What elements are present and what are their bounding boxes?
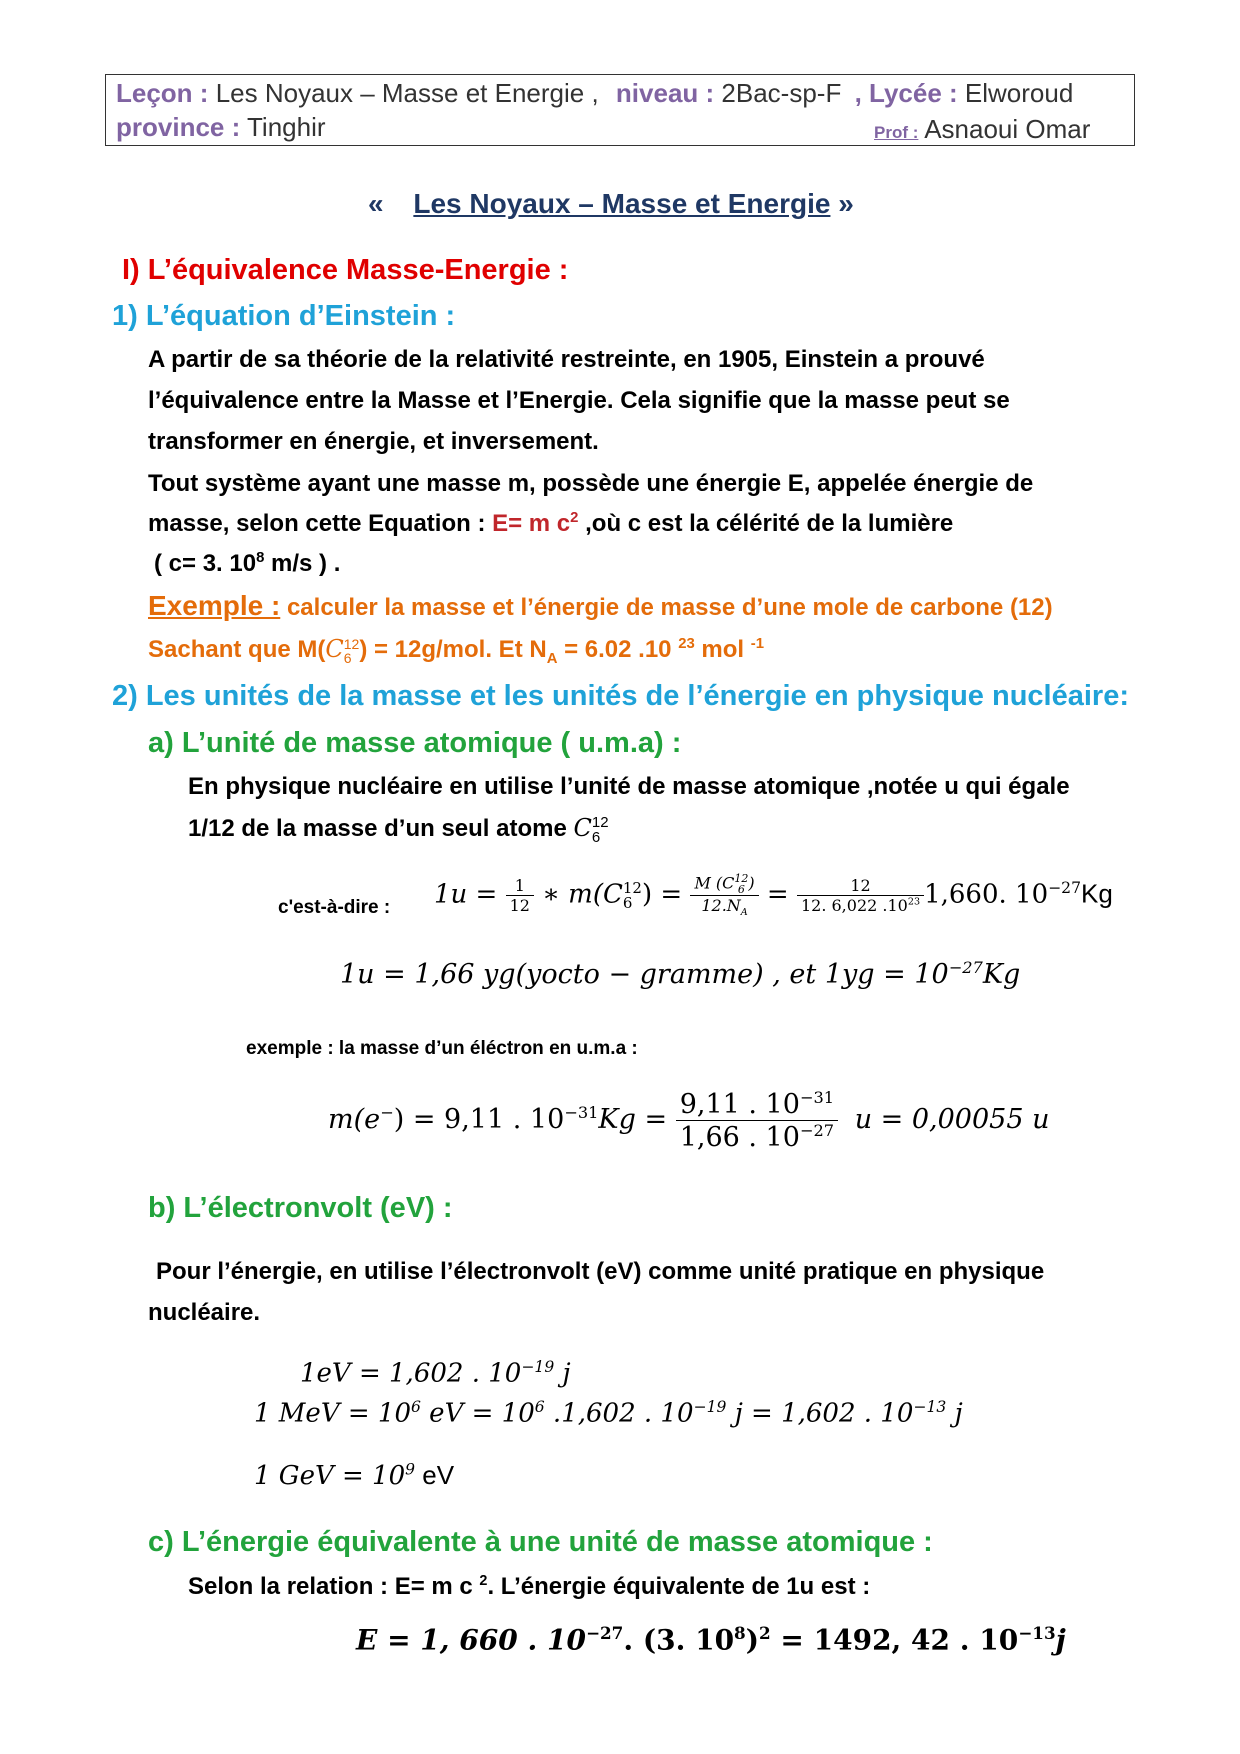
niveau-label: niveau : xyxy=(615,78,715,108)
exemple-label: Exemple : xyxy=(148,590,281,621)
section-1-heading: I) L’équivalence Masse-Energie : xyxy=(122,254,569,286)
title-open-quote: « xyxy=(368,188,384,219)
province-label: province : xyxy=(116,112,241,142)
equation-energy-1u: E = 1, 660 . $10^{-27}$. (3. $10^8)^2 = 1492$, 42 . $10^{-13}j$ xyxy=(356,1623,1066,1657)
title-close-quote: » xyxy=(838,188,854,219)
paragraph-line-c: ( c= 3. $10^8$ m/s ) . xyxy=(154,550,341,577)
lycee-value: Elworoud xyxy=(964,78,1074,108)
subsection-a-heading: a) L’unité de masse atomique ( u.m.a) : xyxy=(148,727,682,759)
header-line-1: Leçon : Les Noyaux – Masse et Energie , niveau : 2Bac-sp-F , Lycée : Elworoud xyxy=(116,78,1074,108)
equation-uma-definition: 1u = $\frac{1}{12}$ ∗ m(C 12 6 ) = M (C 12 6 ) $12.N_A$ = $\frac{12}{12. 6,022 .10^{23}}$ 1,660. $10^{-27}Kg$ xyxy=(434,872,1113,919)
paragraph-line: nucléaire. xyxy=(148,1299,261,1326)
lecon-label: Leçon : xyxy=(116,78,209,108)
paragraph-line-einstein: masse, selon cette Equation : E= m $c^2$ ,où c est la célérité de la lumière xyxy=(148,510,954,537)
subsection-b-heading: b) L’électronvolt (eV) : xyxy=(148,1192,453,1224)
subsection-1-heading: 1) L’équation d’Einstein : xyxy=(112,300,456,332)
paragraph-line: Selon la relation : E= m c $^2$. L’énergie équivalente de 1u est : xyxy=(188,1573,871,1600)
paragraph-line: l’équivalence entre la Masse et l’Energie. Cela signifie que la masse peut se xyxy=(148,387,1010,414)
paragraph-line: A partir de sa théorie de la relativité restreinte, en 1905, Einstein a prouvé xyxy=(148,346,985,373)
title-text: Les Noyaux – Masse et Energie xyxy=(413,188,831,219)
paragraph-line: En physique nucléaire en utilise l’unité de masse atomique ,notée u qui égale xyxy=(188,773,1070,800)
header-prof xyxy=(874,114,1090,145)
prof-label: Prof : xyxy=(874,123,919,142)
prof-value: Asnaoui Omar xyxy=(924,114,1091,144)
equation-ev: 1eV = 1,602 . $10^{-19}$ j xyxy=(300,1358,571,1389)
cest-a-dire-label: c'est-à-dire : xyxy=(278,897,391,918)
subsection-c-heading: c) L’énergie équivalente à une unité de masse atomique : xyxy=(148,1526,933,1558)
paragraph-line: transformer en énergie, et inversement. xyxy=(148,428,599,455)
section-2-heading: 2) Les unités de la masse et les unités de l’énergie en physique nucléaire: xyxy=(112,680,1129,712)
province-value: Tinghir xyxy=(247,112,326,142)
exemple-electron-label: exemple : la masse d’un éléctron en u.m.a : xyxy=(246,1038,638,1059)
equation-yocto: 1u = 1,66 yg(yocto − gramme) , et $1yg = 10^{-27}Kg$ xyxy=(340,958,1021,990)
equation-electron-mass: m(e−) = 9,11 . $10^{-31}Kg$ = $\frac{9,11 . 10^{-31}}{1,66 . 10^{-27}}$ u = 0,00055 u xyxy=(328,1088,1050,1153)
lycee-label: Lycée : xyxy=(869,78,958,108)
lecon-value: Les Noyaux – Masse et Energie xyxy=(215,78,585,108)
einstein-formula: E= m $c^2$ xyxy=(492,510,579,537)
paragraph-line: Tout système ayant une masse m, possède une énergie E, appelée énergie de xyxy=(148,470,1034,497)
paragraph-line: Pour l’énergie, en utilise l’électronvolt (eV) comme unité pratique en physique xyxy=(156,1258,1045,1285)
equation-gev: 1 GeV = $10^9$ eV xyxy=(254,1460,455,1491)
paragraph-line-atom: 1/12 de la masse d’un seul atome C 12 6 xyxy=(188,813,609,846)
niveau-value: 2Bac-sp-F xyxy=(721,78,842,108)
sachant-line: Sachant que M(C 12 6 ) = 12g/mol. Et $N_A = 6.02$ .10 $^{23}$ mol $^{-1}$ xyxy=(148,635,764,667)
exemple-text: calculer la masse et l’énergie de masse d’une mole de carbone (12) xyxy=(286,594,1053,621)
exemple-line xyxy=(148,590,1053,622)
header-line-2 xyxy=(116,112,326,143)
equation-mev: 1 MeV = $10^6$ eV = $10^6$ .1,602 . $10^{-19}$ j = 1,602 . $10^{-13}$ j xyxy=(254,1398,963,1429)
page-title xyxy=(368,188,854,220)
